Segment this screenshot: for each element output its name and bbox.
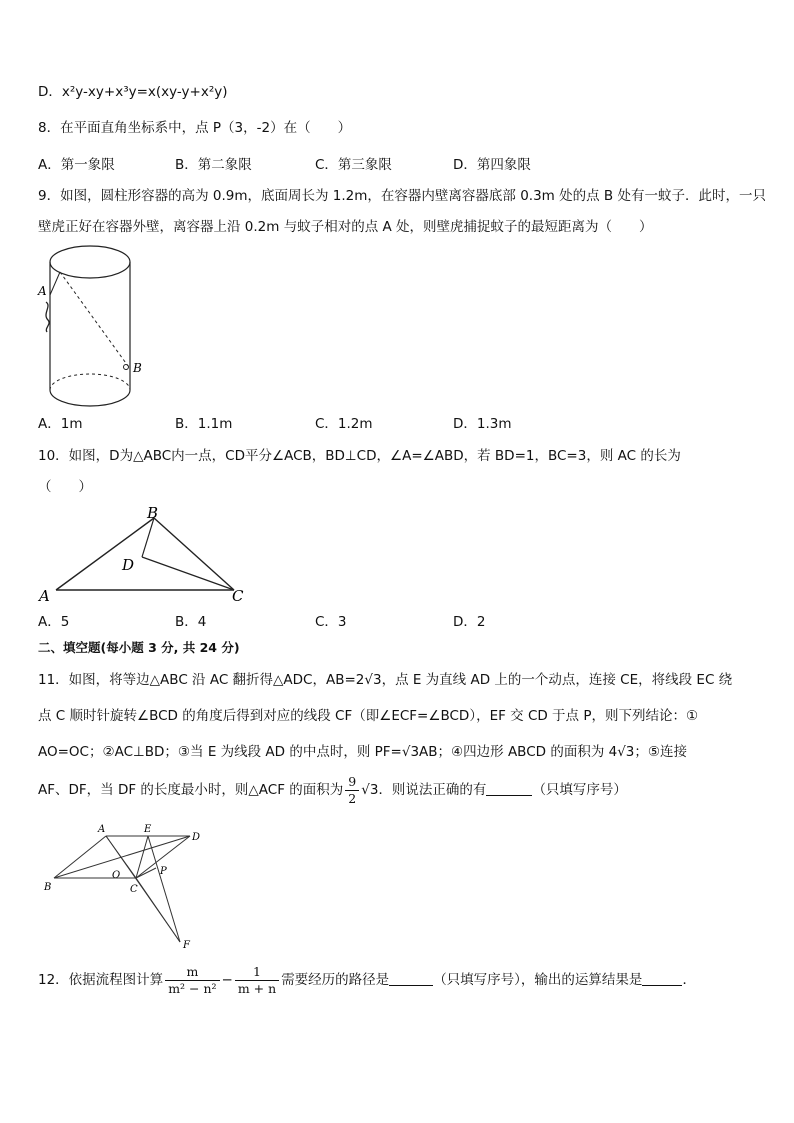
q11-stem-line3: AO=OC；②AC⊥BD；③当 E 为线段 AD 的中点时，则 PF=√3AB；④四边形 ABCD 的面积为 4√3；⑤连接 [38,744,687,760]
q11-stem-line2: 点 C 顺时针旋转∠BCD 的角度后得到对应的线段 CF（即∠ECF=∠BCD），EF 交 CD 于点 P，则下列结论：① [38,708,699,724]
q11-label-b: B [44,882,52,893]
q9-stem-line2: 壁虎正好在容器外壁，离容器上沿 0.2m 与蚊子相对的点 A 处，则壁虎捕捉蚊子的最短距离为（ ） [38,219,653,235]
q11-label-f: F [183,940,190,951]
q9-option-b: B．1.1m [175,416,233,432]
q10-option-b: B．4 [175,614,207,630]
q12-frac1-den: m² − n² [168,980,217,996]
q11-fraction [345,774,359,807]
q10-label-c: C [232,587,244,605]
q10-label-d: D [122,556,135,574]
q11-label-p: P [160,866,167,877]
q12-frac2-num: 1 [235,964,279,981]
q11-geometry-figure [40,820,210,952]
q11-label-a: A [98,824,106,835]
q11-label-c: C [130,884,138,895]
q12-frac1-num: m [165,964,219,981]
q11-line4-mid: ．则说法正确的有 [378,782,487,798]
q8-stem: 8．在平面直角坐标系中，点 P（3，-2）在（ ） [38,120,352,136]
q9-option-c: C．1.2m [315,416,373,432]
q9-cylinder-figure [30,240,140,410]
q11-stem-line4 [38,772,627,808]
q11-answer-blank[interactable] [486,781,532,796]
q8-option-a: A．第一象限 [38,157,115,173]
q12-middle: 需要经历的路径是 [281,972,390,988]
q8-option-b: B．第二象限 [175,157,252,173]
q11-frac-num: 9 [345,774,359,791]
q12-prefix: 12．依据流程图计算 [38,972,164,988]
q10-option-c: C．3 [315,614,347,630]
q7-option-d: D．x²y-xy+x³y=x(xy-y+x²y) [38,84,228,100]
q12-stem [38,958,696,1002]
section-2-heading: 二、填空题(每小题 3 分, 共 24 分) [38,640,240,655]
q12-minus: − [221,972,233,988]
q11-frac-tail: √3 [361,782,379,798]
q10-option-d: D．2 [453,614,486,630]
q10-label-b: B [147,504,159,522]
q12-result-blank[interactable] [642,971,682,986]
q11-stem-line1: 11．如图，将等边△ABC 沿 AC 翻折得△ADC，AB=2√3，点 E 为直线 AD 上的一个动点，连接 CE，将线段 EC 绕 [38,672,733,688]
q9-option-d: D．1.3m [453,416,512,432]
q10-label-a: A [39,587,50,605]
q10-stem-line2: （ ） [38,479,92,495]
q9-label-a: A [38,284,47,298]
q11-label-d: D [192,832,201,843]
q11-line4-start: AF、DF，当 DF 的长度最小时，则△ACF 的面积为 [38,782,344,798]
q12-end: ． [682,972,696,988]
q9-stem-line1: 9．如图，圆柱形容器的高为 0.9m，底面周长为 1.2m，在容器内壁离容器底部 0.3m 处的点 B 处有一蚊子．此时，一只 [38,188,766,204]
q9-label-b: B [133,361,142,375]
q12-middle2: （只填写序号），输出的运算结果是 [433,972,643,988]
q12-path-blank[interactable] [389,971,433,986]
q8-option-c: C．第三象限 [315,157,392,173]
q12-fraction-1 [165,964,219,997]
q9-option-a: A．1m [38,416,83,432]
q11-label-o: O [112,870,121,881]
q8-option-d: D．第四象限 [453,157,531,173]
q10-option-a: A．5 [38,614,70,630]
q11-frac-den: 2 [348,790,357,806]
q11-label-e: E [144,824,152,835]
q10-triangle-figure [34,502,254,606]
q12-fraction-2 [235,964,279,997]
q10-stem-line1: 10．如图，D为△ABC内一点，CD平分∠ACB，BD⊥CD，∠A=∠ABD，若 BD=1，BC=3，则 AC 的长为 [38,448,681,464]
q12-frac2-den: m + n [237,980,277,996]
q11-line4-end: （只填写序号） [532,782,627,798]
